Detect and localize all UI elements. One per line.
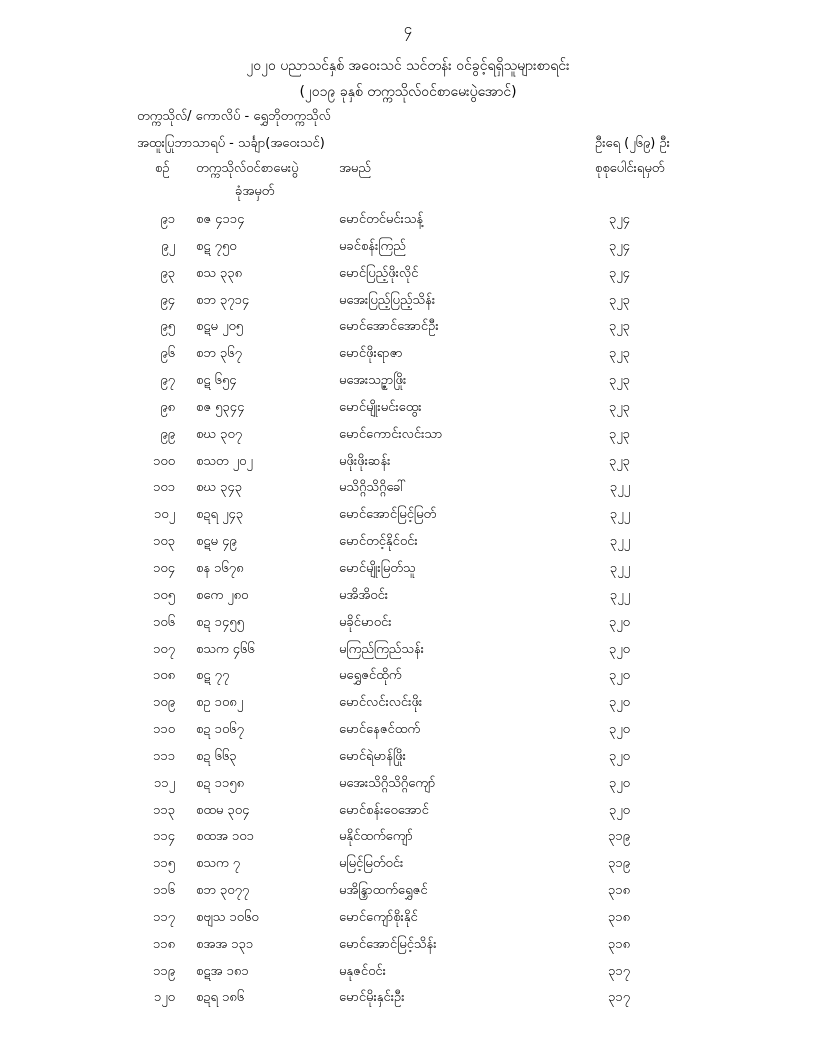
row-name: မခင်စန်းကြည် (339, 238, 406, 254)
row-name: မောင်ကောင်းလင်းသာ (339, 426, 443, 442)
row-serial: ၁၀၁ (153, 480, 175, 496)
row-roll-number: စဃ ၃၀၇ (196, 426, 243, 442)
row-roll-number: စဍရ ၂၄၃ (196, 507, 244, 523)
row-serial: ၁၂၀ (153, 990, 175, 1006)
row-name: မကြည်ကြည်သန်း (339, 641, 424, 657)
row-serial: ၁၁၀ (153, 722, 175, 738)
table-row (0, 694, 816, 721)
row-roll-number: စဘ ၃၀၇၇ (196, 883, 250, 899)
table-row (0, 426, 816, 453)
row-score: ၃၁၇ (608, 990, 630, 1006)
results-table (0, 211, 816, 1016)
row-roll-number: စသ ၃၃၈ (196, 265, 243, 281)
row-score: ၃၂၀ (608, 775, 630, 791)
row-roll-number: စန ၁၆၇၈ (196, 560, 244, 576)
row-score: ၃၂၃ (608, 319, 630, 335)
row-roll-number: စကေ ၂၈၀ (196, 587, 249, 603)
row-score: ၃၂၀ (608, 695, 630, 711)
row-serial: ၉၄ (160, 292, 175, 308)
row-serial: ၁၁၆ (153, 883, 175, 899)
subject-line: အထူးပြုဘာသာရပ် - သင်္ချာ(အဝေးသင်) (137, 136, 325, 151)
row-score: ၃၂၀ (608, 668, 630, 684)
row-score: ၃၁၉ (608, 829, 630, 845)
table-row (0, 909, 816, 936)
table-row (0, 667, 816, 694)
table-row (0, 372, 816, 399)
row-serial: ၉၉ (160, 426, 175, 442)
row-score: ၃၂၃ (608, 399, 630, 415)
table-row (0, 614, 816, 641)
row-serial: ၁၁၇ (153, 909, 175, 925)
row-roll-number: စဃ ၃၄၃ (196, 480, 243, 496)
row-roll-number: စဍ ၆၆၃ (196, 748, 237, 764)
row-score: ၃၂၂ (609, 587, 630, 603)
row-name: မနိုင်ထက်ကျော် (339, 829, 413, 845)
table-row (0, 587, 816, 614)
row-name: မောင်နေဇင်ထက် (339, 722, 421, 738)
row-serial: ၁၁၉ (153, 963, 175, 979)
row-roll-number: စအအ ၁၃၁ (196, 936, 254, 952)
row-serial: ၉၃ (160, 265, 175, 281)
page-number: ၄ (403, 20, 413, 38)
row-roll-number: စဋ ၆၅၄ (196, 373, 237, 389)
table-row (0, 802, 816, 829)
row-roll-number: စသတ ၂၀၂ (196, 453, 253, 469)
row-serial: ၉၂ (161, 238, 175, 254)
row-name: မဖိုးဖိုးဆန်း (339, 453, 391, 469)
row-serial: ၁၁၈ (152, 936, 175, 952)
row-name: မောင်လင်းလင်းဖိုး (339, 695, 423, 711)
row-roll-number: စသက ၇ (196, 856, 241, 872)
table-row (0, 882, 816, 909)
table-row (0, 506, 816, 533)
table-row (0, 855, 816, 882)
row-score: ၃၂၃ (608, 292, 630, 308)
row-score: ၃၁၈ (607, 883, 630, 899)
row-name: မရွှေဇင်ထိုက် (339, 668, 402, 684)
table-row (0, 560, 816, 587)
row-roll-number: စထအ ၁၀၁ (196, 829, 254, 845)
row-name: မောင်မိုးနှင်းဦး (339, 990, 405, 1006)
row-serial: ၁၀၃ (153, 534, 175, 550)
row-score: ၃၂၃ (608, 453, 630, 469)
row-name: မခိုင်မာဝင်း (339, 614, 392, 630)
table-row (0, 963, 816, 990)
table-row (0, 775, 816, 802)
header-score: စုစုပေါင်းရမှတ် (595, 161, 665, 176)
row-score: ၃၂၄ (608, 238, 630, 254)
quota-label: ဦးရေ (၂၆၉) ဦး (595, 136, 670, 151)
row-roll-number: စဘ ၃၆၇ (196, 346, 242, 362)
table-row (0, 345, 816, 372)
row-serial: ၁၁၄ (153, 829, 175, 845)
row-name: မောင်မျိုးမင်းထွေး (339, 399, 422, 415)
row-score: ၃၂၀ (608, 802, 630, 818)
row-roll-number: စဍ ၁၄၅၅ (196, 614, 244, 630)
row-name: မောင်ရဲမာန်ဖြိုး (339, 748, 406, 764)
row-name: မသိဂ္ဂိသိဂ္ဂိခေါ် (339, 480, 407, 496)
header-name: အမည် (339, 161, 371, 176)
row-serial: ၉၅ (160, 319, 175, 335)
row-score: ၃၂၂ (609, 560, 630, 576)
header-roll-line2: ခုံအမှတ် (235, 184, 275, 199)
row-serial: ၉၇ (160, 373, 175, 389)
table-row (0, 989, 816, 1016)
row-serial: ၉၁ (160, 212, 175, 227)
row-serial: ၁၀၂ (153, 507, 175, 523)
row-roll-number: စဋမ ၄၉ (196, 534, 237, 550)
row-roll-number: စဋအ ၁၈၁ (196, 963, 249, 979)
row-roll-number: စဋမ ၂၀၅ (196, 319, 244, 335)
row-score: ၃၁၉ (608, 856, 630, 872)
row-name: မအေးသိဂ္ဂိသိဂ္ဂိကျော် (339, 775, 436, 791)
row-serial: ၉၈ (160, 399, 175, 415)
university-line: တက္ကသိုလ်/ ကောလိပ် - ရွှေဘိုတက္ကသိုလ် (137, 109, 331, 124)
row-name: မောင်ကျော်စိုးနိုင် (339, 909, 418, 925)
row-score: ၃၂၂ (609, 507, 630, 523)
row-score: ၃၂၀ (608, 722, 630, 738)
table-row (0, 641, 816, 668)
row-serial: ၁၁၅ (153, 856, 175, 872)
row-roll-number: စဗျသ ၁၀၆၀ (196, 909, 259, 925)
row-roll-number: စဋ ၇၇ (196, 668, 230, 684)
row-serial: ၁၁၁ (153, 748, 175, 764)
table-row (0, 292, 816, 319)
row-name: မအေးသဉ္ဇာဖြိုး (339, 373, 407, 389)
row-name: မအိန္ဒြာထက်ရွှေဇင် (339, 883, 428, 899)
row-score: ၃၂၂ (609, 480, 630, 496)
row-score: ၃၂၀ (608, 614, 630, 630)
row-roll-number: စဇ ၄၁၁၄ (196, 212, 245, 227)
row-roll-number: စဇ ၅၃၄၄ (196, 399, 245, 415)
row-score: ၃၁၇ (608, 963, 630, 979)
table-row (0, 533, 816, 560)
row-name: မမြင့်မြတ်ဝင်း (339, 856, 404, 872)
row-roll-number: စသက ၄၆၆ (196, 641, 255, 657)
row-score: ၃၂၃ (608, 346, 630, 362)
row-score: ၃၁၈ (607, 936, 630, 952)
table-row (0, 453, 816, 480)
row-name: မောင်အောင်အောင်ဦး (339, 319, 439, 335)
page-subtitle: (၂၀၁၉ ခုနှစ် တက္ကသိုလ်ဝင်စာမေးပွဲအောင်) (299, 84, 517, 100)
table-row (0, 399, 816, 426)
row-score: ၃၂၂ (609, 534, 630, 550)
row-name: မောင်ပြည့်ဖိုးလိုင် (339, 265, 419, 281)
row-name: မောင်အောင်မြင့်သိန်း (339, 936, 437, 952)
row-roll-number: စဋ ၇၅၀ (196, 238, 237, 254)
row-score: ၃၂၄ (608, 265, 630, 281)
row-serial: ၁၀၀ (153, 453, 175, 469)
row-roll-number: စဍ ၁၀၆၇ (196, 722, 244, 738)
row-name: မောင်စန်းဝေအောင် (339, 802, 429, 818)
header-roll-line1: တက္ကသိုလ်ဝင်စာမေးပွဲ (196, 161, 299, 176)
row-name: မအိအိဝင်း (339, 587, 389, 603)
table-row (0, 748, 816, 775)
row-name: မောင်တင့်နိုင်ဝင်း (339, 534, 418, 550)
row-score: ၃၂၀ (608, 748, 630, 764)
row-name: မောင်တင်မင်းသန့် (339, 212, 424, 227)
row-score: ၃၂၄ (608, 212, 630, 227)
row-score: ၃၁၈ (607, 909, 630, 925)
row-roll-number: စဥ ၁၀၈၂ (196, 695, 244, 711)
row-name: မောင်ဖိုးရာဇာ (339, 346, 403, 362)
row-serial: ၁၀၄ (153, 560, 175, 576)
table-row (0, 828, 816, 855)
row-serial: ၉၆ (160, 346, 175, 362)
row-serial: ၁၀၈ (152, 668, 175, 684)
row-name: မအေးပြည့်ပြည့်သိန်း (339, 292, 436, 308)
row-score: ၃၂၀ (608, 641, 630, 657)
header-serial: စဉ် (155, 161, 170, 176)
row-roll-number: စဍရ ၁၈၆ (196, 990, 245, 1006)
row-roll-number: စဘ ၃၇၁၄ (196, 292, 250, 308)
table-row (0, 238, 816, 265)
table-row (0, 211, 816, 238)
row-name: မနုဇင်ဝင်း (339, 963, 386, 979)
row-serial: ၁၀၇ (153, 641, 175, 657)
row-score: ၃၂၃ (608, 426, 630, 442)
page-title: ၂၀၂၀ ပညာသင်နှစ် အဝေးသင် သင်တန်း ဝင်ခွင့်ရရှိသူများစာရင်း (246, 58, 570, 74)
row-roll-number: စဍ ၁၁၅၈ (196, 775, 245, 791)
table-row (0, 936, 816, 963)
row-serial: ၁၀၅ (153, 587, 175, 603)
row-serial: ၁၁၂ (153, 775, 175, 791)
row-name: မောင်မျိုးမြတ်သူ (339, 560, 416, 576)
table-row (0, 318, 816, 345)
table-row (0, 479, 816, 506)
row-serial: ၁၁၃ (153, 802, 175, 818)
row-score: ၃၂၃ (608, 373, 630, 389)
row-name: မောင်အောင်မြင့်မြတ် (339, 507, 437, 523)
table-row (0, 721, 816, 748)
row-serial: ၁၀၆ (153, 614, 175, 630)
row-serial: ၁၀၉ (153, 695, 175, 711)
row-roll-number: စထမ ၃၀၄ (196, 802, 250, 818)
table-row (0, 265, 816, 292)
